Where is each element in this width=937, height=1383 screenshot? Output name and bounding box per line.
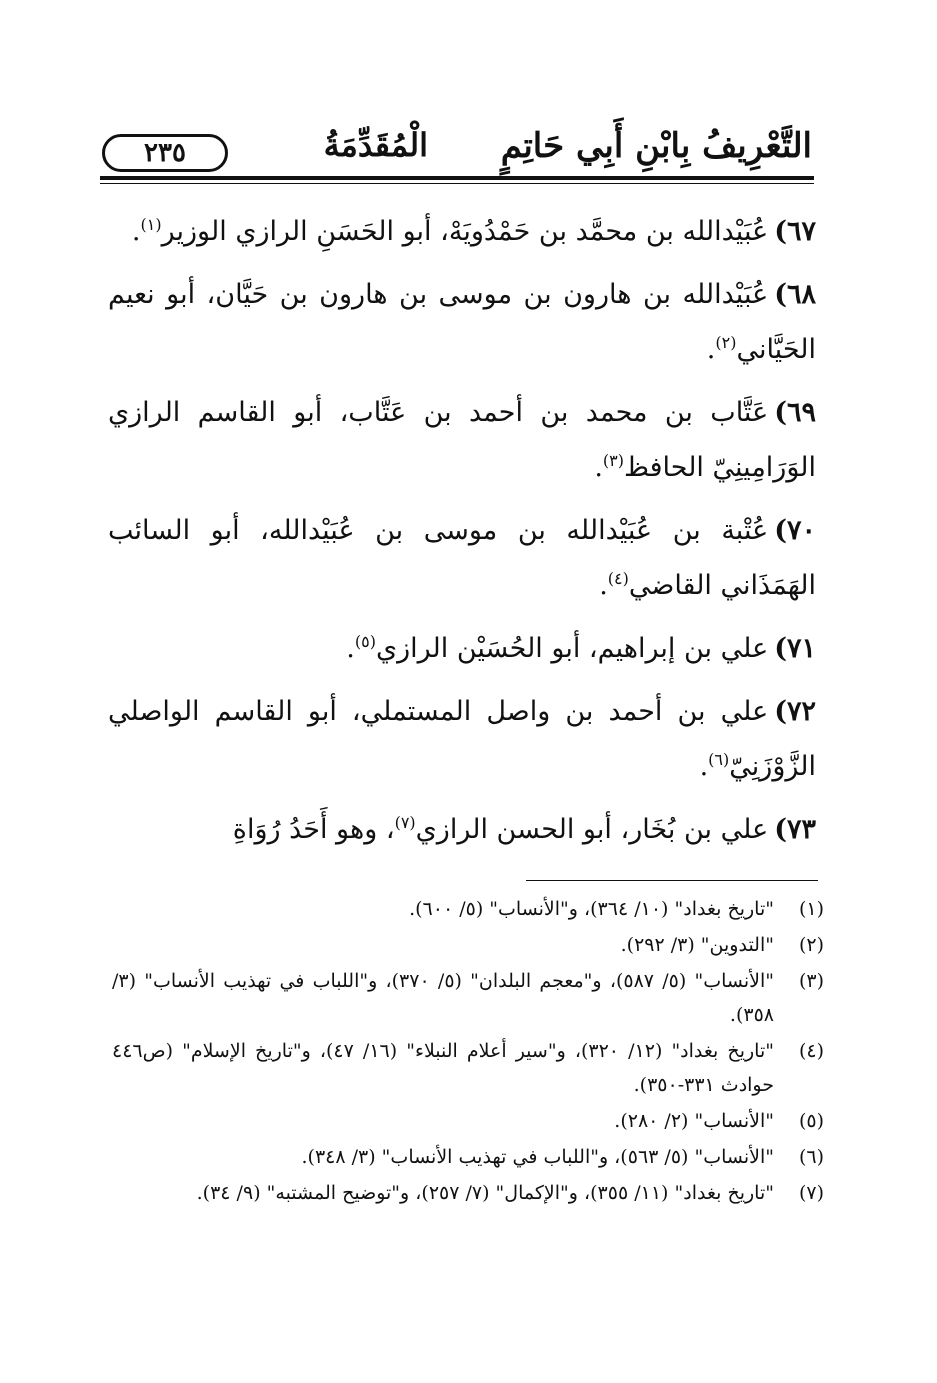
- footnote-ref: (٥): [354, 632, 376, 651]
- entry-number: ٧٠): [774, 515, 816, 546]
- footnote-ref: (٧): [394, 813, 416, 832]
- footnote-number: (١): [798, 898, 824, 920]
- page-header: [100, 122, 812, 178]
- entry-69: [108, 385, 816, 495]
- entry-text: علي بن بُخَار، أبو الحسن الرازي: [415, 814, 769, 845]
- footnote-item: [112, 964, 824, 1032]
- entry-text: عُبَيْدالله بن محمَّد بن حَمْدُويَهْ، أبو الحَسَنِ الرازي الوزير: [161, 216, 769, 247]
- footnote-text: "الأنساب" (٥/ ٥٦٣)، و"اللباب في تهذيب الأنساب" (٣/ ٣٤٨).: [301, 1146, 774, 1168]
- entry-text: عُبَيْدالله بن هارون بن موسى بن هارون بن حَيَّان، أبو نعيم الحَيَّاني: [108, 279, 816, 365]
- entry-text: علي بن أحمد بن واصل المستملي، أبو القاسم الواصلي الزَّوْزَنِيّ: [108, 696, 816, 782]
- entry-end: .: [346, 633, 355, 664]
- footnote-item: [112, 892, 824, 926]
- footnote-item: [112, 1176, 824, 1210]
- entry-number: ٦٨): [774, 279, 816, 310]
- entry-number: ٧٣): [774, 814, 816, 845]
- entry-number: ٧١): [774, 633, 816, 664]
- footnote-text: "التدوين" (٣/ ٢٩٢).: [620, 934, 774, 956]
- footnote-number: (٦): [798, 1146, 824, 1168]
- footnote-item: [112, 1104, 824, 1138]
- entry-number: ٦٧): [774, 216, 816, 247]
- footnote-number: (٤): [798, 1040, 824, 1062]
- book-title: التَّعْرِيفُ بِابْنِ أَبِي حَاتِمٍ: [500, 126, 812, 166]
- entry-end: .: [599, 570, 608, 601]
- entry-73: [108, 802, 816, 857]
- entry-number: ٦٩): [774, 397, 816, 428]
- footnote-item: [112, 1140, 824, 1174]
- entry-71: [108, 621, 816, 676]
- footnote-number: (٢): [798, 934, 824, 956]
- footnote-item: [112, 1034, 824, 1102]
- entry-text: علي بن إبراهيم، أبو الحُسَيْن الرازي: [375, 633, 769, 664]
- header-rule-thin: [100, 183, 814, 184]
- footnote-text: "تاريخ بغداد" (١١/ ٣٥٥)، و"الإكمال" (٧/ ٢٥٧)، و"توضيح المشتبه" (٩/ ٣٤).: [196, 1182, 774, 1204]
- entry-text: عُتْبة بن عُبَيْدالله بن موسى بن عُبَيْدالله، أبو السائب الهَمَذَاني القاضي: [108, 515, 816, 601]
- entry-72: [108, 684, 816, 794]
- entry-end: .: [131, 216, 141, 247]
- footnote-text: "الأنساب" (٥/ ٥٨٧)، و"معجم البلدان" (٥/ ٣٧٠)، و"اللباب في تهذيب الأنساب" (٣/ ٣٥٨).: [112, 970, 775, 1026]
- entry-68: [108, 267, 816, 377]
- footnote-item: [112, 928, 824, 962]
- footnote-text: "الأنساب" (٢/ ٢٨٠).: [614, 1110, 774, 1132]
- footnote-number: (٣): [798, 970, 824, 992]
- footnote-text: "تاريخ بغداد" (١٢/ ٣٢٠)، و"سير أعلام النبلاء" (١٦/ ٤٧)، و"تاريخ الإسلام" (ص٤٤٦ حوادث ٣٣١-٣٥٠).: [112, 1040, 774, 1096]
- footnotes-list: [112, 892, 824, 1212]
- header-rule-thick: [100, 176, 814, 180]
- entry-text: عَتَّاب بن محمد بن أحمد بن عَتَّاب، أبو القاسم الرازي الوَرَامِينِيّ الحافظ: [108, 397, 816, 483]
- footnote-ref: (٣): [602, 451, 625, 470]
- footnote-text: "تاريخ بغداد" (١٠/ ٣٦٤)، و"الأنساب" (٥/ ٦٠٠).: [409, 898, 774, 920]
- entry-end: .: [699, 751, 709, 782]
- page-number-badge: ٢٣٥: [102, 134, 228, 172]
- entries-list: [108, 204, 816, 865]
- entry-70: [108, 503, 816, 613]
- section-title: الْمُقَدِّمَةُ: [323, 126, 428, 164]
- footnote-ref: (١): [140, 215, 162, 234]
- footnote-ref: (٦): [708, 750, 730, 769]
- footnote-separator: [526, 880, 818, 881]
- entry-end: ، وهو أَحَدُ رُوَاةِ: [232, 814, 395, 845]
- footnote-ref: (٤): [607, 569, 629, 588]
- entry-67: [108, 204, 816, 259]
- entry-number: ٧٢): [774, 696, 816, 727]
- footnote-number: (٥): [798, 1110, 824, 1132]
- entry-end: .: [594, 452, 603, 483]
- footnote-ref: (٢): [715, 333, 737, 352]
- entry-end: .: [706, 334, 716, 365]
- footnote-number: (٧): [798, 1182, 824, 1204]
